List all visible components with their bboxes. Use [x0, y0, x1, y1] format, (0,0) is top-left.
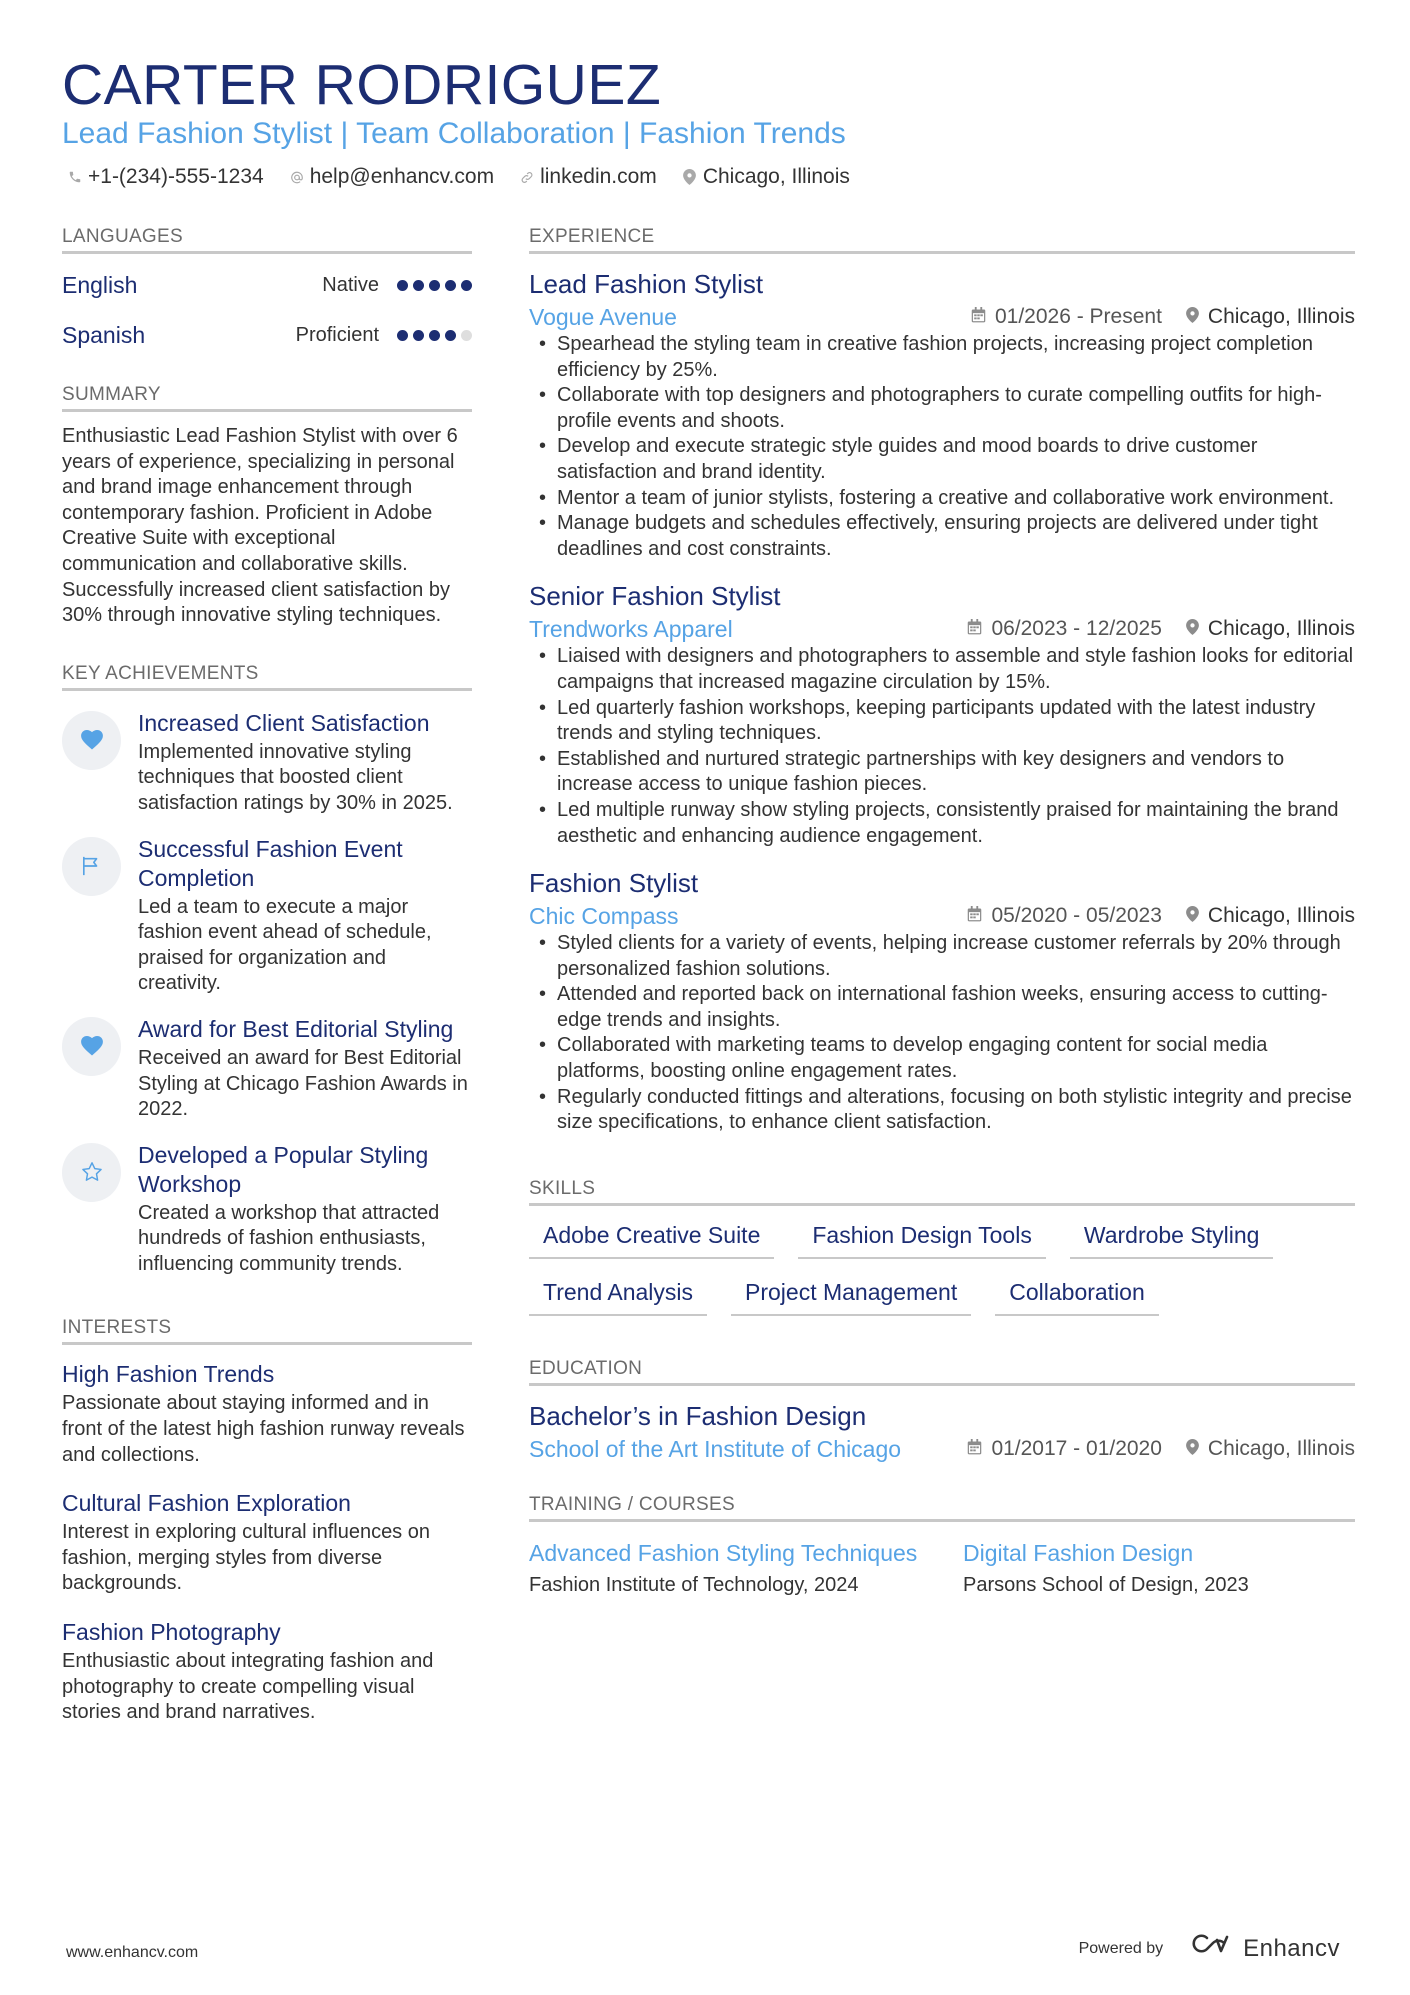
skill-tag: Collaboration	[995, 1277, 1159, 1316]
contact-linkedin-text: linkedin.com	[540, 165, 657, 188]
achievements-section	[62, 661, 472, 1278]
languages-section	[62, 224, 472, 360]
proficiency-dot	[445, 330, 456, 341]
skill-tag: Project Management	[731, 1277, 971, 1316]
job-dates: 05/2020 - 05/2023	[991, 904, 1162, 928]
bullet-item: • Spearhead the styling team in creative fashion projects, increasing project completion efficiency by 25%.	[529, 332, 1355, 383]
achievement-title: Successful Fashion Event Completion	[138, 835, 403, 891]
flag-icon	[62, 837, 121, 896]
section-title-summary: SUMMARY	[62, 382, 472, 412]
candidate-headline: Lead Fashion Stylist | Team Collaboration | Fashion Trends	[62, 117, 846, 150]
bullet-item: • Led multiple runway show styling projects, consistently praised for maintaining the brand aesthetic and enhancing audience engagement.	[529, 798, 1355, 849]
bullet-item: • Liaised with designers and photographers to assemble and style fashion looks for editorial campaigns that increased magazine circulation by 15%.	[529, 644, 1355, 695]
interest-title: Cultural Fashion Exploration	[62, 1490, 351, 1517]
language-level: Native	[322, 273, 379, 296]
bullet-item: • Collaborated with marketing teams to develop engaging content for social media platforms, boosting online engagement rates.	[529, 1033, 1355, 1084]
achievement-item	[62, 1141, 472, 1278]
proficiency-dots	[397, 280, 472, 291]
job-location: Chicago, Illinois	[1207, 617, 1355, 641]
phone-icon	[68, 169, 82, 185]
interest-description: Passionate about staying informed and in front of the latest high fashion runway reveals and collections.	[62, 1392, 465, 1466]
achievement-description: Received an award for Best Editorial Styling at Chicago Fashion Awards in 2022.	[138, 1046, 468, 1121]
course-item	[529, 1538, 923, 1600]
right-column	[529, 224, 1355, 1600]
bullet-item: • Styled clients for a variety of events, helping increase customer referrals by 20% through personalized fashion solutions.	[529, 931, 1355, 982]
proficiency-dot	[429, 280, 440, 291]
calendar-icon	[967, 1434, 982, 1464]
skill-tag: Fashion Design Tools	[798, 1220, 1045, 1259]
section-title-languages: LANGUAGES	[62, 224, 472, 254]
school-name: School of the Art Institute of Chicago	[529, 1435, 902, 1462]
proficiency-dot	[413, 280, 424, 291]
achievement-title: Award for Best Editorial Styling	[138, 1015, 454, 1042]
interest-title: Fashion Photography	[62, 1619, 281, 1646]
contact-email[interactable]	[290, 165, 494, 189]
job-title: Fashion Stylist	[529, 868, 699, 899]
job-bullets	[529, 644, 1355, 849]
location-pin-icon	[1186, 1434, 1199, 1464]
interest-description: Enthusiastic about integrating fashion and photography to create compelling visual stories and brand narratives.	[62, 1650, 434, 1724]
contact-location	[683, 165, 850, 189]
brand-name: Enhancv	[1243, 1934, 1340, 1962]
calendar-icon	[967, 901, 982, 931]
calendar-icon	[971, 302, 986, 332]
course-institution: Parsons School of Design, 2023	[963, 1573, 1249, 1596]
course-title: Advanced Fashion Styling Techniques	[529, 1539, 918, 1566]
proficiency-dot-empty	[461, 330, 472, 341]
interests-section	[62, 1315, 472, 1725]
summary-text: Enthusiastic Lead Fashion Stylist with over 6 years of experience, specializing in personal and brand image enhancement through contemporary fashion. Proficient in Adobe Creative Suite with exceptional communication and collaborative skills. Successfully increased client satisfaction by 30% through innovative styling techniques.	[62, 425, 458, 627]
company-name: Trendworks Apparel	[529, 616, 733, 643]
job-location: Chicago, Illinois	[1207, 305, 1355, 328]
section-title-education: EDUCATION	[529, 1356, 1355, 1386]
course-institution: Fashion Institute of Technology, 2024	[529, 1573, 859, 1596]
interest-title: High Fashion Trends	[62, 1361, 275, 1388]
course-item	[963, 1538, 1353, 1600]
bullet-item: • Mentor a team of junior stylists, fostering a creative and collaborative work environment.	[529, 486, 1355, 512]
language-row	[62, 260, 472, 310]
proficiency-dot	[397, 280, 408, 291]
degree-title: Bachelor’s in Fashion Design	[529, 1400, 867, 1431]
location-pin-icon	[1186, 614, 1199, 644]
job-entry	[529, 865, 1355, 1136]
job-entry	[529, 266, 1355, 562]
footer-branding	[1079, 1933, 1340, 1964]
bullet-item: • Attended and reported back on international fashion weeks, ensuring access to cutting-edge trends and insights.	[529, 982, 1355, 1033]
bullet-item: • Established and nurtured strategic partnerships with key designers and vendors to increase access to unique fashion pieces.	[529, 747, 1355, 798]
section-title-skills: SKILLS	[529, 1176, 1355, 1206]
job-title: Lead Fashion Stylist	[529, 269, 764, 299]
contact-location-text: Chicago, Illinois	[702, 165, 850, 188]
achievement-title: Increased Client Satisfaction	[138, 709, 430, 736]
job-dates: 06/2023 - 12/2025	[991, 617, 1162, 641]
footer-url[interactable]: www.enhancv.com	[66, 1944, 199, 1961]
location-pin-icon	[1186, 901, 1199, 931]
skills-section	[529, 1176, 1355, 1316]
powered-by-label: Powered by	[1078, 1939, 1164, 1957]
bullet-item: • Collaborate with top designers and photographers to curate compelling outfits for high-profile events and shoots.	[529, 383, 1355, 434]
job-bullets	[529, 931, 1355, 1136]
location-pin-icon	[683, 169, 697, 185]
education-section	[529, 1356, 1355, 1464]
proficiency-dots	[397, 330, 472, 341]
interest-description: Interest in exploring cultural influences on fashion, merging styles from diverse backgrounds.	[62, 1521, 430, 1595]
bullet-item: • Led quarterly fashion workshops, keeping participants updated with the latest industry trends and styling techniques.	[529, 696, 1355, 747]
proficiency-dot	[397, 330, 408, 341]
contact-linkedin[interactable]	[520, 165, 657, 189]
bullet-item: • Regularly conducted fittings and alterations, focusing on both stylistic integrity and precise size specifications, to enhance client satisfaction.	[529, 1085, 1355, 1136]
language-name: Spanish	[62, 321, 146, 348]
contact-bar	[68, 165, 850, 189]
bullet-item: • Develop and execute strategic style guides and mood boards to drive customer satisfaction and brand identity.	[529, 434, 1355, 485]
link-icon	[520, 169, 534, 185]
achievement-description: Created a workshop that attracted hundreds of fashion enthusiasts, influencing community trends.	[138, 1201, 440, 1275]
achievement-title: Developed a Popular Styling Workshop	[138, 1141, 429, 1197]
job-dates: 01/2026 - Present	[994, 305, 1162, 328]
contact-phone-text: +1-(234)-555-1234	[88, 165, 264, 188]
company-name: Vogue Avenue	[529, 304, 677, 330]
heart-icon	[62, 1017, 121, 1076]
enhancv-logo-icon	[1187, 1933, 1233, 1964]
job-location: Chicago, Illinois	[1207, 904, 1355, 928]
experience-section	[529, 224, 1355, 1136]
course-title: Digital Fashion Design	[963, 1539, 1194, 1566]
achievement-item	[62, 1015, 472, 1123]
calendar-icon	[967, 614, 982, 644]
job-bullets	[529, 332, 1355, 562]
proficiency-dot	[413, 330, 424, 341]
language-name: English	[62, 271, 138, 298]
contact-phone[interactable]	[68, 165, 264, 189]
achievement-item	[62, 835, 472, 997]
job-entry	[529, 578, 1355, 849]
heart-icon	[62, 711, 121, 770]
proficiency-dot	[445, 280, 456, 291]
company-name: Chic Compass	[529, 903, 679, 930]
proficiency-dot	[461, 280, 472, 291]
summary-section	[62, 382, 472, 629]
education-dates: 01/2017 - 01/2020	[991, 1436, 1162, 1460]
section-title-experience: EXPERIENCE	[529, 224, 1355, 254]
achievement-description: Led a team to execute a major fashion event ahead of schedule, praised for organization and creativity.	[138, 895, 432, 995]
language-level: Proficient	[295, 323, 379, 346]
brand-logo[interactable]	[1187, 1933, 1340, 1964]
language-row	[62, 310, 472, 360]
section-title-training-courses: TRAINING / COURSES	[529, 1492, 1355, 1522]
job-title: Senior Fashion Stylist	[529, 581, 781, 612]
contact-email-text: help@enhancv.com	[309, 165, 495, 188]
bullet-item: • Manage budgets and schedules effectively, ensuring projects are delivered under tight deadlines and cost constraints.	[529, 511, 1355, 562]
section-title-key-achievements: KEY ACHIEVEMENTS	[62, 661, 472, 691]
skill-tag: Trend Analysis	[529, 1277, 707, 1316]
proficiency-dot	[429, 330, 440, 341]
education-location: Chicago, Illinois	[1207, 1436, 1355, 1460]
at-icon	[290, 169, 304, 185]
achievement-description: Implemented innovative styling techniques that boosted client satisfaction ratings by 30% in 2025.	[138, 740, 453, 814]
training-section	[529, 1492, 1355, 1600]
left-column	[62, 224, 472, 1726]
star-icon	[62, 1143, 121, 1202]
candidate-name: CARTER RODRIGUEZ	[62, 53, 662, 117]
skill-tag: Adobe Creative Suite	[529, 1220, 774, 1259]
location-pin-icon	[1186, 302, 1199, 332]
skill-tag: Wardrobe Styling	[1070, 1220, 1274, 1259]
achievement-item	[62, 709, 472, 817]
section-title-interests: INTERESTS	[62, 1315, 472, 1345]
